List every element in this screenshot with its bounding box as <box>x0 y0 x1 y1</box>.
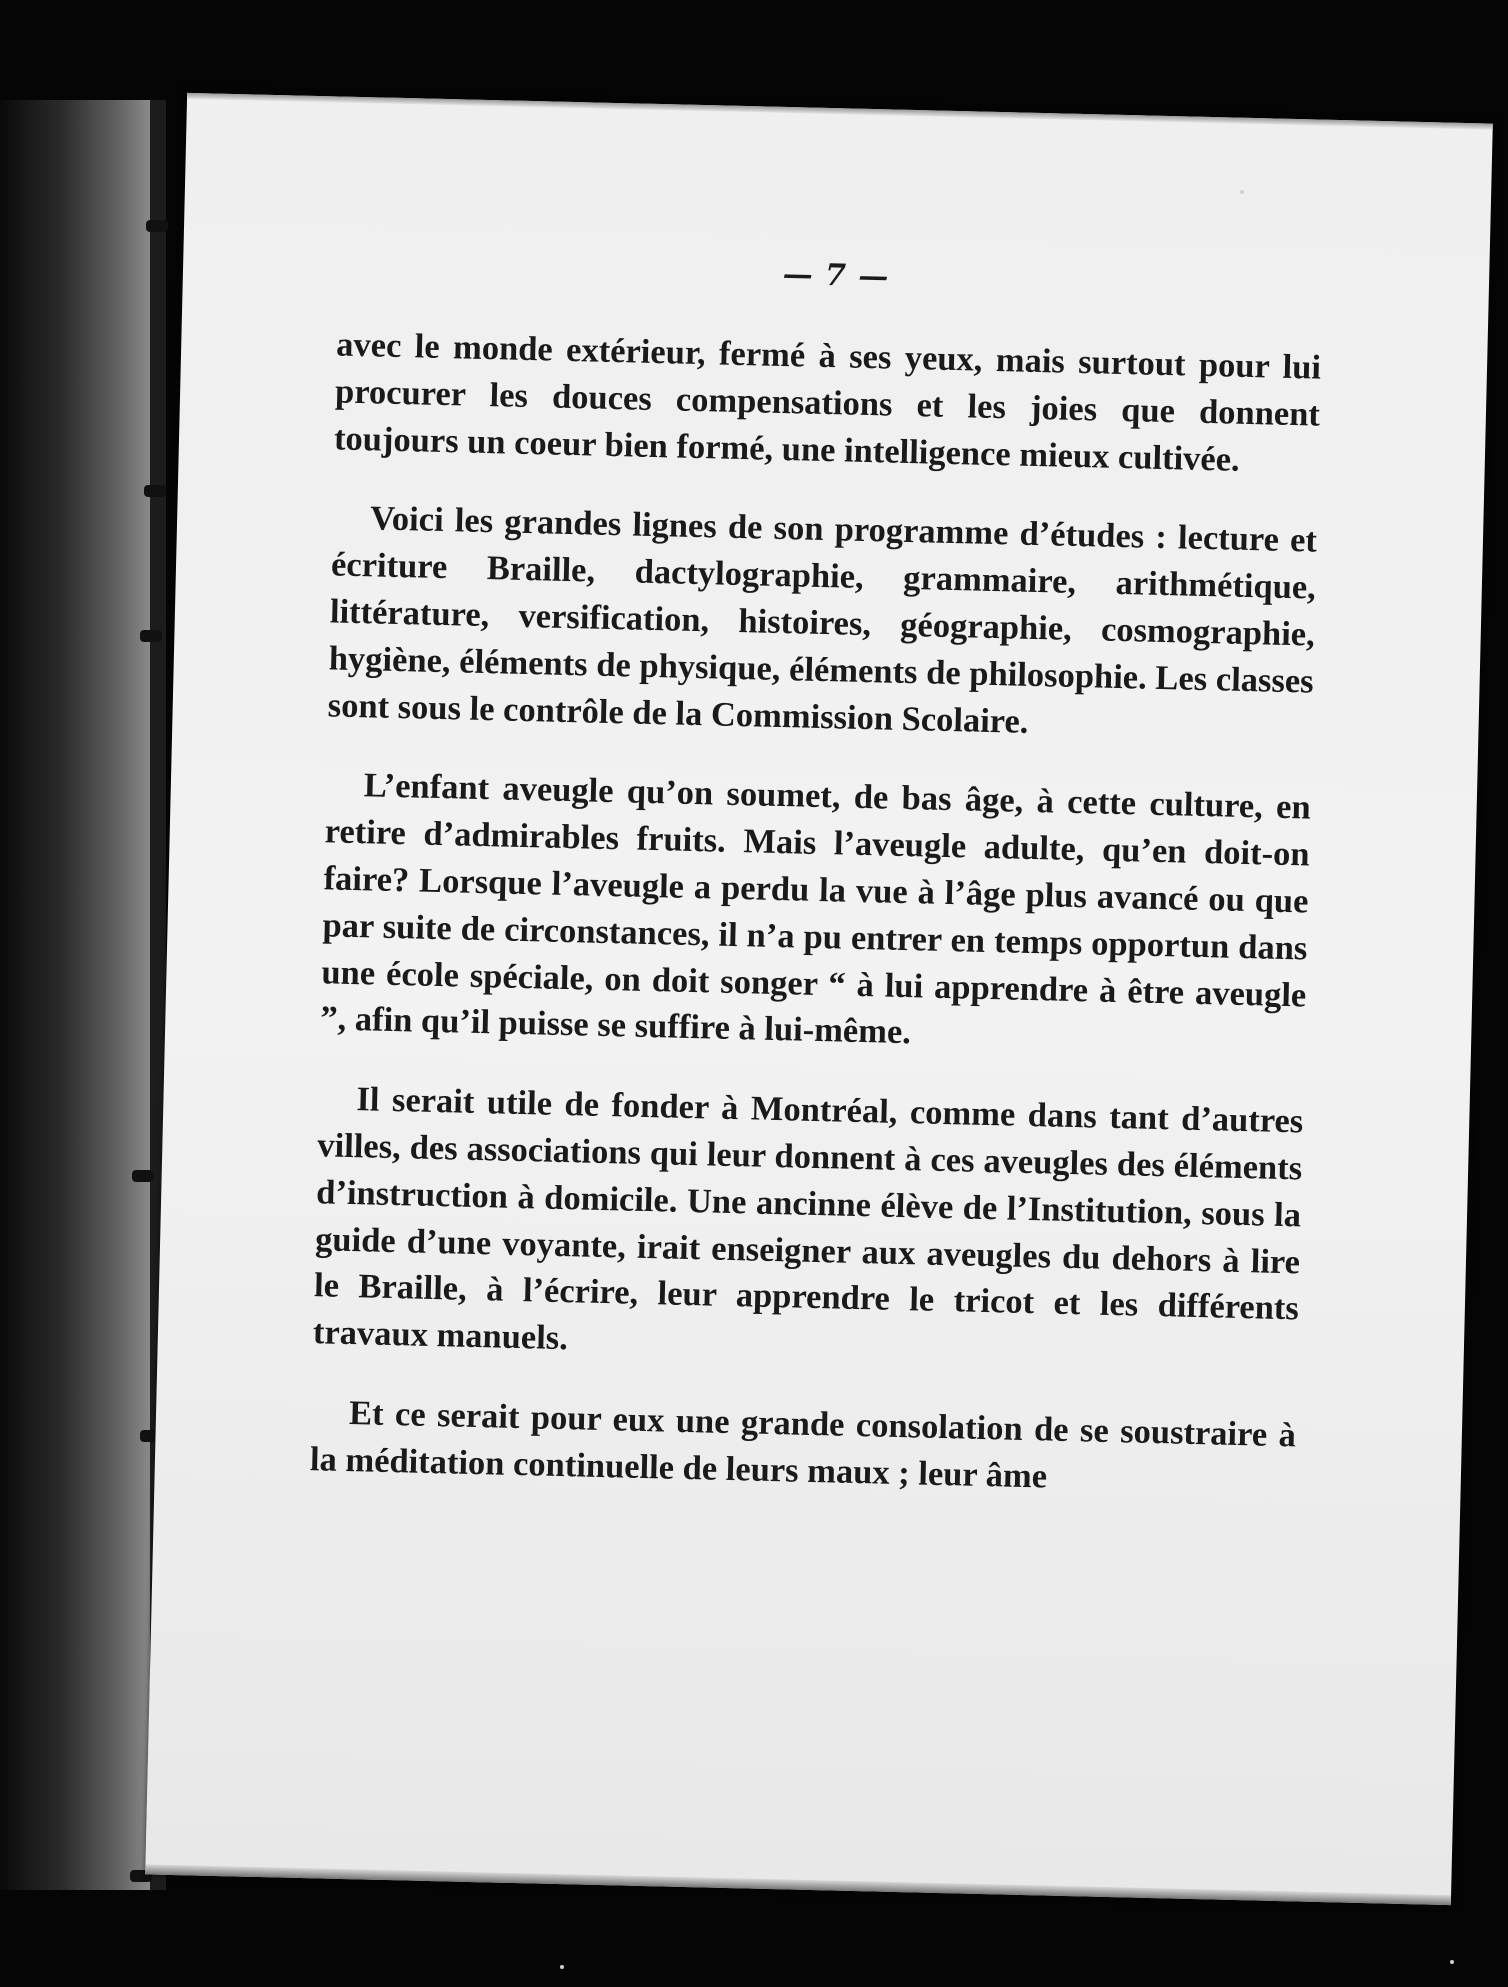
paragraph-3: L’enfant aveugle qu’on soumet, de bas âge, à cette culture, en retire d’admirables fruits. Mais l’aveugle adulte, qu’en doit-on faire? Lorsque l’aveugle a perdu la vue à l’âge plus avancé ou que par suite de circonstances, il n’a pu entrer en temps opportun dans une école spéciale, on doit songer “ à lui apprendre à être aveugle ”, afin qu’il puisse se suffire à lui-même. <box>319 766 1312 1052</box>
binding-stitch <box>144 485 166 497</box>
paragraph-5: Et ce serait pour eux une grande consolation de se soustraire à la méditation continuelle de leurs maux ; leur âme <box>309 1393 1297 1496</box>
binding-stitch <box>140 630 162 642</box>
dust-speck <box>1450 1960 1454 1964</box>
paragraph-1: avec le monde extérieur, fermé à ses yeux, mais surtout pour lui procurer les douces compensations et les joies que donnent toujours un coeur bien formé, une intelligence mieux cultivée. <box>333 325 1322 479</box>
book-page <box>145 93 1493 1905</box>
paragraph-4: Il serait utile de fonder à Montréal, comme dans tant d’autres villes, des associations qui leur donnent à ces aveugles des éléments d’instruction à domicile. Une ancinne élève de l’Institution, sous la guide d’une voyante, irait enseigner aux aveugles du dehors à lire le Braille, à l’écrire, leur apprendre le tricot et les différents travaux manuels. <box>312 1080 1304 1358</box>
page-number: — 7 — <box>782 256 890 295</box>
dust-speck <box>1240 190 1244 194</box>
paragraph-2: Voici les grandes lignes de son programme d’études : lecture et écriture Braille, dactylographie, grammaire, arithmétique, littérature, versification, histoires, géographie, cosmographie, hygiène, éléments de physique, éléments de philosophie. Les classes sont sous le contrôle de la Commission Scolaire. <box>327 499 1318 741</box>
body-text <box>309 321 1322 1538</box>
page-bottom-edge <box>145 1864 1451 1905</box>
binding-stitch <box>146 220 168 232</box>
page-top-edge <box>187 93 1493 130</box>
dust-speck <box>560 1965 564 1969</box>
binding-stitch <box>132 1170 154 1182</box>
previous-page-edge <box>0 100 150 1890</box>
